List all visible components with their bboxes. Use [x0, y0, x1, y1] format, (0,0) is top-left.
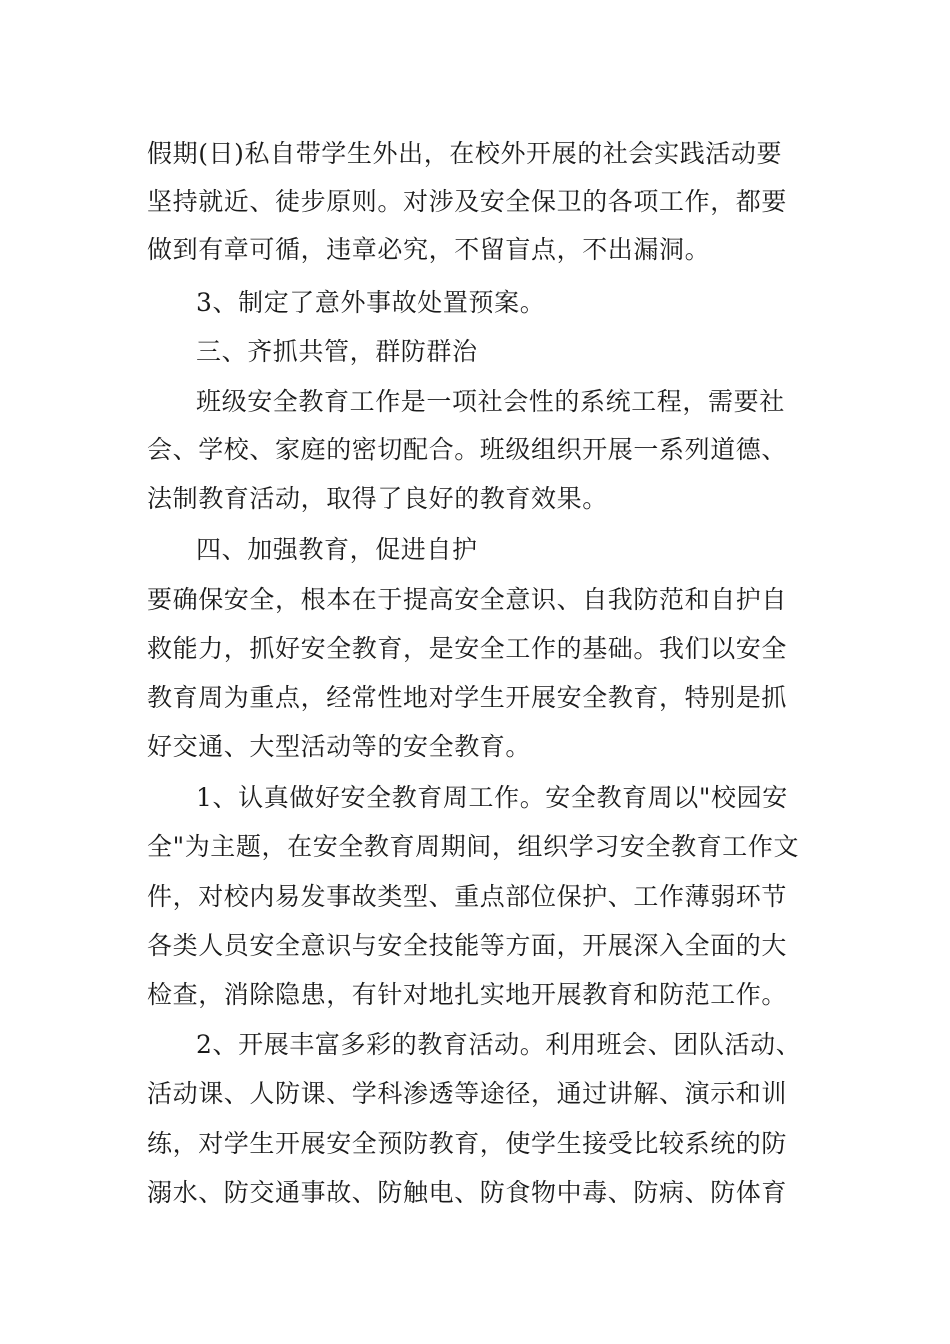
text-line: 各类人员安全意识与安全技能等方面，开展深入全面的大	[147, 931, 788, 960]
text-line: 件，对校内易发事故类型、重点部位保护、工作薄弱环节	[147, 882, 788, 911]
text-line: 坚持就近、徒步原则。对涉及安全保卫的各项工作，都要	[147, 187, 788, 216]
text-line: 1、认真做好安全教育周工作。安全教育周以"校园安	[196, 783, 788, 812]
text-line: 练，对学生开展安全预防教育，使学生接受比较系统的防	[147, 1129, 788, 1158]
list-item-heading: 3、制定了意外事故处置预案。	[196, 288, 546, 317]
text-line: 全"为主题，在安全教育周期间，组织学习安全教育工作文	[147, 832, 800, 861]
section-heading: 三、齐抓共管，群防群治	[196, 337, 478, 366]
text-line: 法制教育活动，取得了良好的教育效果。	[147, 484, 608, 513]
text-line: 要确保安全，根本在于提高安全意识、自我防范和自护自	[147, 585, 788, 614]
text-line: 救能力，抓好安全教育，是安全工作的基础。我们以安全	[147, 634, 788, 663]
text-line: 会、学校、家庭的密切配合。班级组织开展一系列道德、	[147, 435, 788, 464]
text-line: 检查，消除隐患，有针对地扎实地开展教育和防范工作。	[147, 980, 788, 1009]
text-line: 假期(日)私自带学生外出，在校外开展的社会实践活动要	[147, 139, 783, 168]
section-heading: 四、加强教育，促进自护	[196, 535, 478, 564]
text-line: 2、开展丰富多彩的教育活动。利用班会、团队活动、	[196, 1030, 802, 1059]
text-line: 做到有章可循，违章必究，不留盲点，不出漏洞。	[147, 235, 711, 264]
text-line: 活动课、人防课、学科渗透等途径，通过讲解、演示和训	[147, 1079, 788, 1108]
text-line: 溺水、防交通事故、防触电、防食物中毒、防病、防体育	[147, 1178, 788, 1207]
text-line: 好交通、大型活动等的安全教育。	[147, 732, 532, 761]
text-line: 教育周为重点，经常性地对学生开展安全教育，特别是抓	[147, 683, 788, 712]
text-line: 班级安全教育工作是一项社会性的系统工程，需要社	[196, 387, 785, 416]
